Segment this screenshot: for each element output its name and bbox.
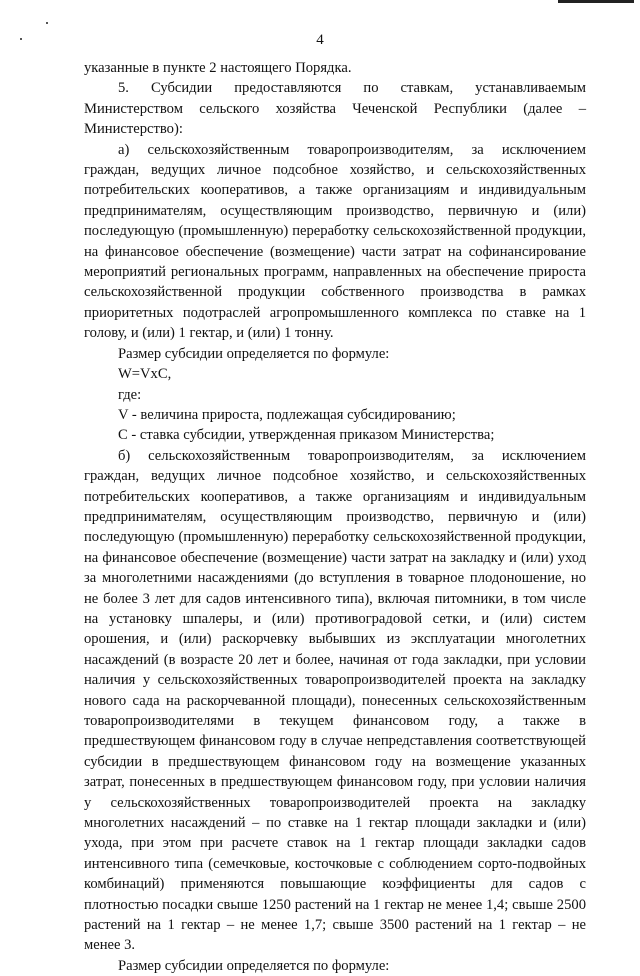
paragraph-definition-c: С - ставка субсидии, утвержденная приказом Министерства; — [118, 427, 495, 444]
paragraph-subclause-a: а) сельскохозяйственным товаропроизводителям, за исключением граждан, ведущих личное подсобное хозяйство, и сельскохозяйственных потребительских кооперативов, а также организациям и индивидуальным предпринимателям, осуществляющим производство, первичную и (или) последующую (промышленную) переработку сельскохозяйственной продукции, на финансовое обеспечение (возмещение) части затрат на софинансирование мероприятий региональных программ, направленных на обеспечение прироста сельскохозяйственной продукции собственного производства в рамках приоритетных подотраслей агропромышленного комплекса по ставке на 1 голову, и (или) 1 гектар, и (или) 1 тонну. — [84, 141, 586, 342]
document-body — [84, 58, 586, 976]
paragraph-definition-v: V - величина прироста, подлежащая субсидированию; — [118, 406, 456, 423]
paragraph-where: где: — [118, 386, 142, 403]
page-number: 4 — [316, 32, 324, 48]
scan-edge-mark — [558, 0, 634, 3]
paragraph-subclause-b: б) сельскохозяйственным товаропроизводителям, за исключением граждан, ведущих личное подсобное хозяйство, и сельскохозяйственных потребительских кооперативов, а также организациям и индивидуальным предпринимателям, осуществляющим производство, первичную и (или) последующую (промышленную) переработку сельскохозяйственной продукции, на финансовое обеспечение (возмещение) части затрат на закладку и (или) уход за многолетними насаждениями (до вступления в товарное плодоношение, но не более 3 лет для садов интенсивного типа), включая питомники, в том числе на установку шпалеры, и (или) противоградовой сетки, и (или) систем орошения, и (или) раскорчевку выбывших из эксплуатации многолетних насаждений (в возрасте 20 лет и более, начиная от года закладки, при условии наличия у сельскохозяйственных товаропроизводителей проекта на закладку нового сада на раскорчеванной площади), понесенных сельскохозяйственным товаропроизводителями в текущем финансовом году, а также в предшествующем финансовом году в случае непредставления соответствующей субсидии в предшествующем финансовом году на возмещение указанных затрат, понесенных в предшествующем финансовом году, при условии наличия у сельскохозяйственных товаропроизводителей проекта на закладку многолетних насаждений – по ставке на 1 гектар площади закладки и (или) ухода, при этом при расчете ставок на 1 гектар площади закладки садов интенсивного типа (семечковые, косточковые с соблюдением сорто-подвойных комбинаций) применяются повышающие коэффициенты для садов с плотностью посадки свыше 1250 растений на 1 гектар не менее 1,4; свыше 2500 растений на 1 гектар – не менее 1,7; свыше 3500 растений на 1 гектар – не менее 3. — [84, 447, 586, 954]
paragraph-formula-intro-2: Размер субсидии определяется по формуле: — [118, 957, 390, 974]
paragraph-formula: W=VxC, — [118, 366, 172, 383]
paragraph-continuation: указанные в пункте 2 настоящего Порядка. — [84, 60, 352, 76]
scan-speck — [46, 22, 48, 24]
paragraph-clause-5: 5. Субсидии предоставляются по ставкам, устанавливаемым Министерством сельского хозяйства Чеченской Республики (далее – Министерство): — [84, 80, 586, 138]
paragraph-formula-intro: Размер субсидии определяется по формуле: — [118, 345, 390, 362]
